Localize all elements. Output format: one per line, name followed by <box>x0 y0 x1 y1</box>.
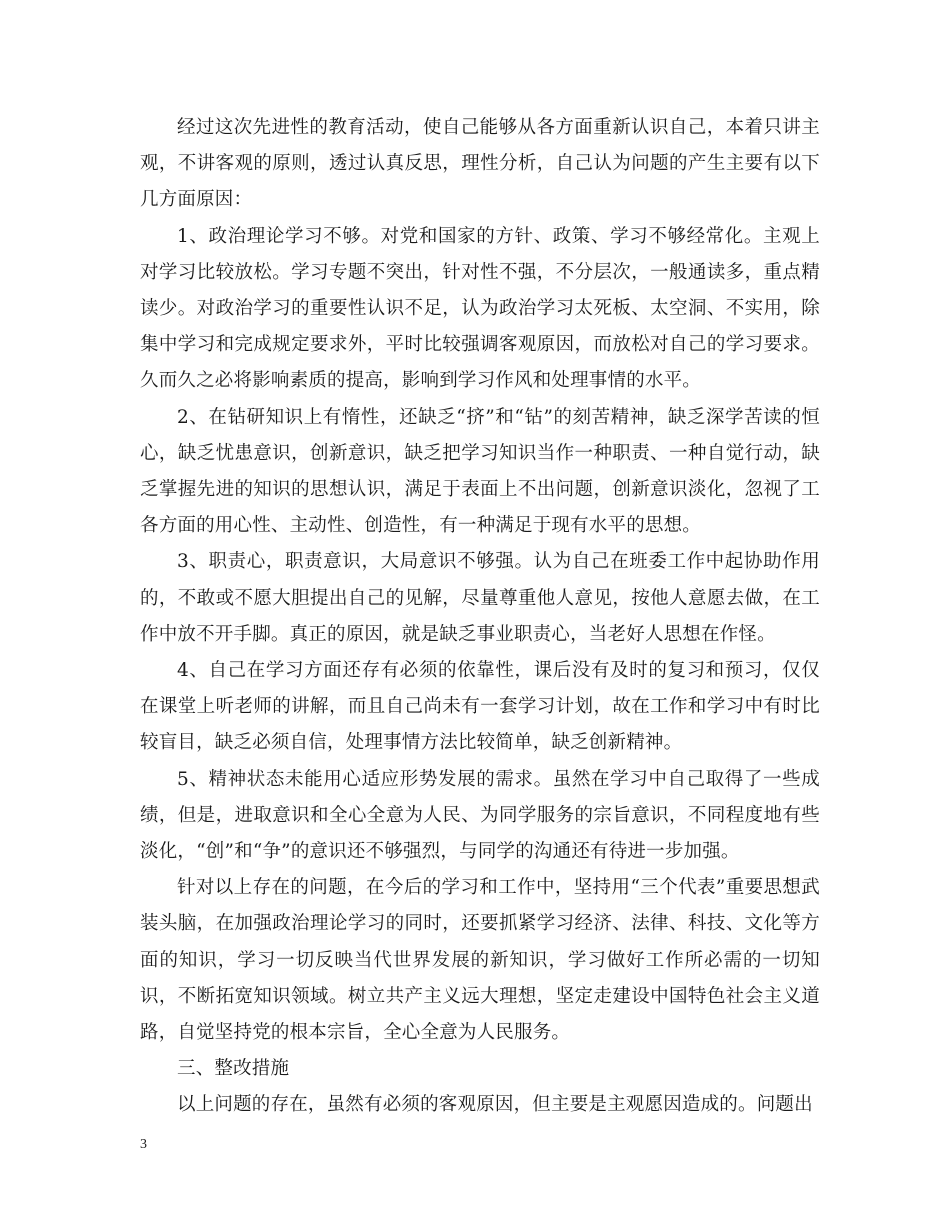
paragraph-summary: 针对以上存在的问题，在今后的学习和工作中，坚持用“三个代表”重要思想武装头脑，在加强政治理论学习的同时，还要抓紧学习经济、法律、科技、文化等方面的知识，学习一切反映当代世界发展的新知识，学习做好工作所必需的一切知识，不断拓宽知识领域。树立共产主义远大理想，坚定走建设中国特色社会主义道路，自觉坚持党的根本宗旨，全心全意为人民服务。 <box>140 877 820 1044</box>
page-number: 3 <box>140 1137 147 1152</box>
paragraph-item-3: 3、职责心，职责意识，大局意识不够强。认为自己在班委工作中起协助作用的，不敢或不愿大胆提出自己的见解，尽量尊重他人意见，按他人意愿去做，在工作中放不开手脚。真正的原因，就是缺乏事业职责心，当老好人思想在作怪。 <box>140 551 820 645</box>
document-body <box>140 110 820 1124</box>
section-heading: 三、整改措施 <box>177 1058 290 1080</box>
paragraph-item-4: 4、自己在学习方面还存有必须的依靠性，课后没有及时的复习和预习，仅仅在课堂上听老师的讲解，而且自己尚未有一套学习计划，故在工作和学习中有时比较盲目，缺乏必须自信，处理事情方法比较简单，缺乏创新精神。 <box>140 660 820 754</box>
paragraph-intro: 经过这次先进性的教育活动，使自己能够从各方面重新认识自己，本着只讲主观，不讲客观的原则，透过认真反思，理性分析，自己认为问题的产生主要有以下几方面原因： <box>140 117 820 211</box>
paragraph-continuation: 以上问题的存在，虽然有必须的客观原因，但主要是主观愿因造成的。问题出 <box>177 1094 813 1116</box>
paragraph-item-1: 1、政治理论学习不够。对党和国家的方针、政策、学习不够经常化。主观上对学习比较放松。学习专题不突出，针对性不强，不分层次，一般通读多，重点精读少。对政治学习的重要性认识不足，认为政治学习太死板、太空洞、不实用，除集中学习和完成规定要求外，平时比较强调客观原因，而放松对自己的学习要求。久而久之必将影响素质的提高，影响到学习作风和处理事情的水平。 <box>140 225 820 392</box>
paragraph-item-2: 2、在钻研知识上有惰性，还缺乏“挤”和“钻”的刻苦精神，缺乏深学苦读的恒心，缺乏忧患意识，创新意识，缺乏把学习知识当作一种职责、一种自觉行动，缺乏掌握先进的知识的思想认识，满足于表面上不出问题，创新意识淡化，忽视了工各方面的用心性、主动性、创造性，有一种满足于现有水平的思想。 <box>140 406 820 537</box>
paragraph-item-5: 5、精神状态未能用心适应形势发展的需求。虽然在学习中自己取得了一些成绩，但是，进取意识和全心全意为人民、为同学服务的宗旨意识，不同程度地有些淡化，“创”和“争”的意识还不够强烈，与同学的沟通还有待进一步加强。 <box>140 768 820 863</box>
